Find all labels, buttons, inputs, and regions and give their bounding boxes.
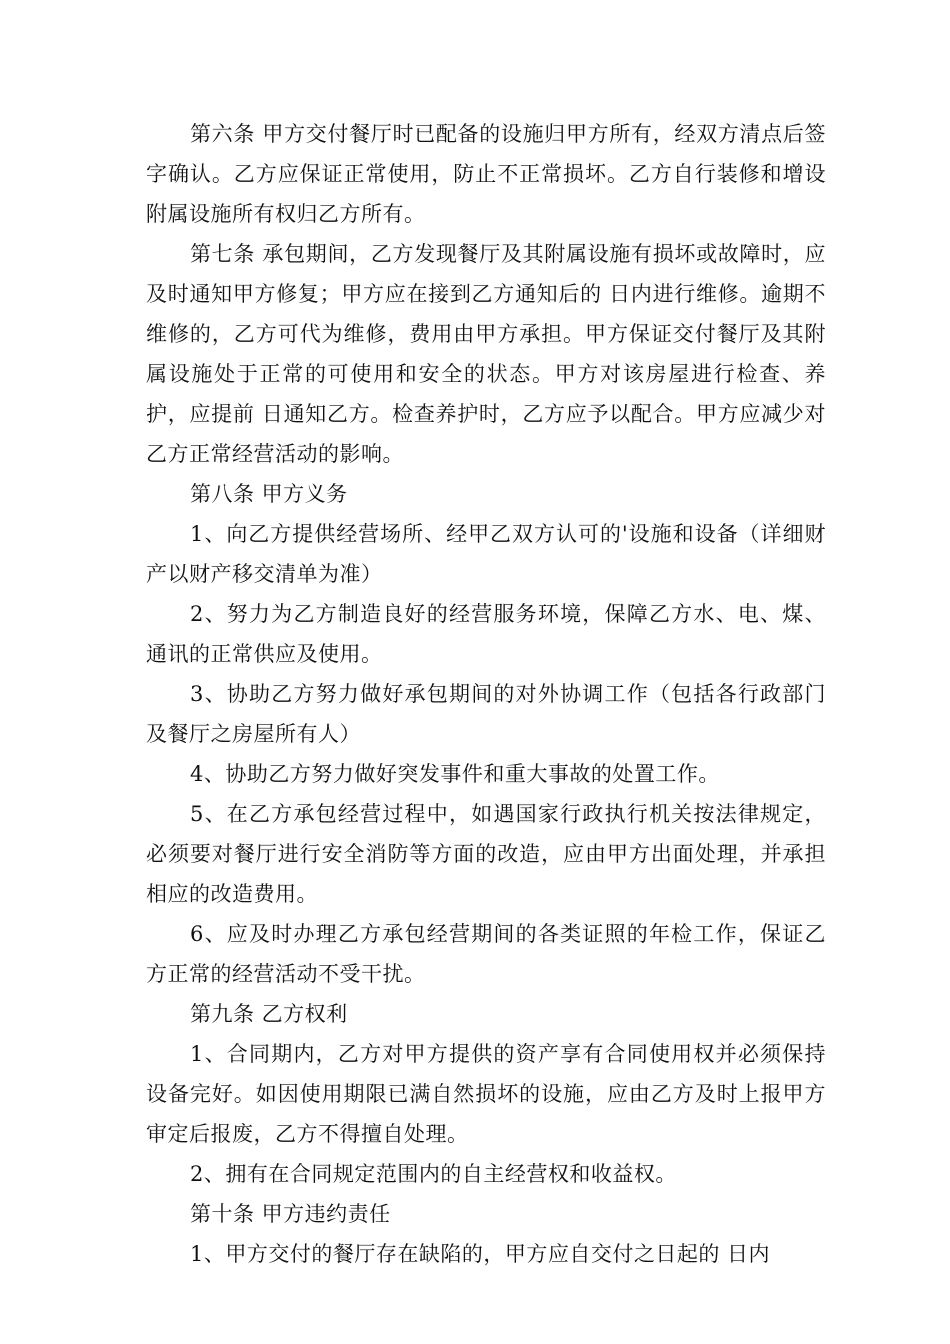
article-8-item-3: 3、协助乙方努力做好承包期间的对外协调工作（包括各行政部门及餐厅之房屋所有人）: [146, 682, 826, 746]
article-9-item-2: 2、拥有在合同规定范围内的自主经营权和收益权。: [190, 1162, 677, 1186]
article-9-heading: 第九条 乙方权利: [190, 1002, 348, 1026]
article-7-paragraph: 第七条 承包期间，乙方发现餐厅及其附属设施有损坏或故障时，应及时通知甲方修复；甲方应在接到乙方通知后的 日内进行维修。逾期不维修的，乙方可代为维修，费用由甲方承担。甲方保证交付餐厅及其附属设施处于正常的可使用和安全的状态。甲方对该房屋进行检查、养护，应提前 日通知乙方。检查养护时，乙方应予以配合。甲方应减少对乙方正常经营活动的影响。: [146, 242, 826, 466]
article-8-item-6: 6、应及时办理乙方承包经营期间的各类证照的年检工作，保证乙方正常的经营活动不受干扰。: [146, 922, 826, 986]
article-8-item-4: 4、协助乙方努力做好突发事件和重大事故的处置工作。: [190, 762, 720, 786]
article-10-item-1: 1、甲方交付的餐厅存在缺陷的，甲方应自交付之日起的 日内: [190, 1242, 771, 1266]
document-body: [146, 114, 826, 1274]
article-10-heading: 第十条 甲方违约责任: [190, 1202, 391, 1226]
article-8-item-5: 5、在乙方承包经营过程中，如遇国家行政执行机关按法律规定，必须要对餐厅进行安全消防等方面的改造，应由甲方出面处理，并承担相应的改造费用。: [146, 802, 826, 906]
article-9-item-1: 1、合同期内，乙方对甲方提供的资产享有合同使用权并必须保持设备完好。如因使用期限已满自然损坏的设施，应由乙方及时上报甲方审定后报废，乙方不得擅自处理。: [146, 1042, 826, 1146]
article-8-item-1: 1、向乙方提供经营场所、经甲乙双方认可的'设施和设备（详细财产以财产移交清单为准）: [146, 522, 826, 586]
article-8-heading: 第八条 甲方义务: [190, 482, 348, 506]
article-8-item-2: 2、努力为乙方制造良好的经营服务环境，保障乙方水、电、煤、通讯的正常供应及使用。: [146, 602, 826, 666]
article-6-paragraph: 第六条 甲方交付餐厅时已配备的设施归甲方所有，经双方清点后签字确认。乙方应保证正常使用，防止不正常损坏。乙方自行装修和增设附属设施所有权归乙方所有。: [146, 122, 826, 226]
